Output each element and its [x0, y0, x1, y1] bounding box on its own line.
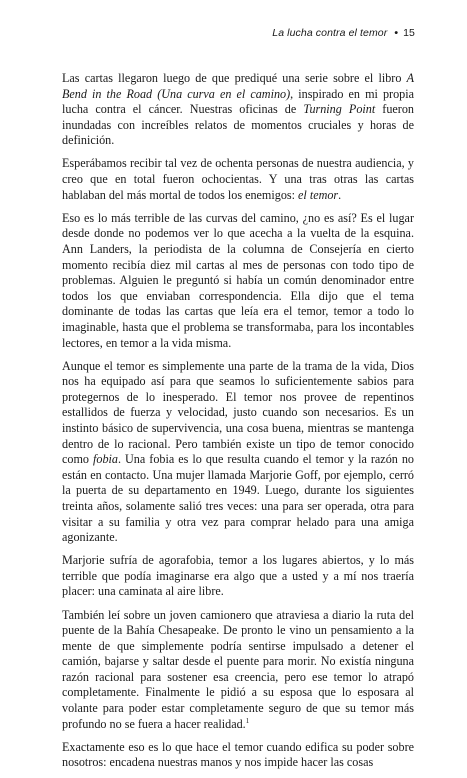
paragraph: [62, 211, 414, 351]
italic-text: fobia: [93, 452, 118, 467]
italic-text: Turning Point: [303, 102, 376, 117]
paragraph: [62, 359, 414, 546]
body-text: [62, 71, 414, 778]
italic-text: A Bend in the Road (Una curva en el camino): [62, 71, 414, 101]
running-head: [272, 27, 415, 39]
paragraph: [62, 71, 414, 149]
italic-text: el temor: [298, 187, 339, 202]
paragraph: [62, 156, 414, 203]
paragraph: [62, 740, 414, 771]
text-run: fueron inundadas con increíbles relatos de momentos cruciales y horas de definición.: [62, 102, 414, 148]
text-run: .: [338, 187, 342, 202]
text-run: También leí sobre un joven camionero que atraviesa a diario la ruta del puente de la Bahía Chesapeake. De pronto le vino un pensamiento a la mente de que simplemente podría sentirse impulsado a detener el camión, bajarse y saltar desde el puente para morir. No existía ninguna razón racional para sostener esa creencia, pero ese temor lo atrapó completamente. Finalmente le pidió a su esposa que lo esposara al volante para poder estar completamente seguro de que su temor más profundo no se fuera a hacer realidad.: [62, 607, 414, 731]
text-run: Esperábamos recibir tal vez de ochenta personas de nuestra audiencia, y creo que en total fueron ochocientas. Y una tras otras las cartas hablaban del más mortal de todos los enemigos:: [62, 156, 414, 202]
text-run: Eso es lo más terrible de las curvas del camino, ¿no es así? Es el lugar desde donde no podemos ver lo que acecha a la vuelta de la esquina. Ann Landers, la periodista de la columna de Consejería en cierto momento recibía diez mil cartas al mes de personas con todo tipo de problemas. Alguien le preguntó si había un común denominador entre todos los que enviaban correspondencia. Ella dijo que el tema dominante de todas las cartas que leía era el temor, temor a todo lo imaginable, hasta que el problema se transformaba, para los incontables lectores, en temor a la vida misma.: [62, 210, 414, 350]
paragraph: [62, 553, 414, 600]
chapter-title: La lucha contra el temor: [272, 27, 388, 39]
text-run: Las cartas llegaron luego de que prediqué una serie sobre el libro: [62, 71, 407, 85]
text-run: , inspirado en mi propia lucha contra el cáncer. Nuestras oficinas de: [62, 86, 414, 117]
page-number: 15: [403, 27, 415, 39]
text-run: Exactamente eso es lo que hace el temor cuando edifica su poder sobre nosotros: encadena nuestras manos y nos impide hacer las cosas: [62, 739, 414, 770]
paragraph: [62, 608, 414, 733]
text-run: Marjorie sufría de agorafobia, temor a los lugares abiertos, y lo más terrible que podía imaginarse era algo que a usted y a mí nos traería placer: una caminata al aire libre.: [62, 553, 414, 599]
text-run: Aunque el temor es simplemente una parte de la trama de la vida, Dios nos ha equipado así para que seamos lo suficientemente sabios para protegernos de lo inesperado. El temor nos provee de repentinos estallidos de fuerza y velocidad, justo cuando son necesarios. Es un instinto básico de supervivencia, una cosa buena, mientras se mantenga dentro de lo racional. Pero también existe un tipo de temor conocido como: [62, 358, 414, 467]
header-bullet: •: [394, 27, 399, 39]
footnote-marker: 1: [245, 716, 250, 725]
text-run: . Una fobia es lo que resulta cuando el temor y la razón no están en contacto. Una mujer llamada Marjorie Goff, por ejemplo, cerró la puerta de su departamento en 1949. Luego, durante los siguientes treinta años, solamente salió tres veces: una para ser operada, otra para visitar a su familia y otra vez para comprar helado para una amiga agonizante.: [62, 452, 414, 545]
